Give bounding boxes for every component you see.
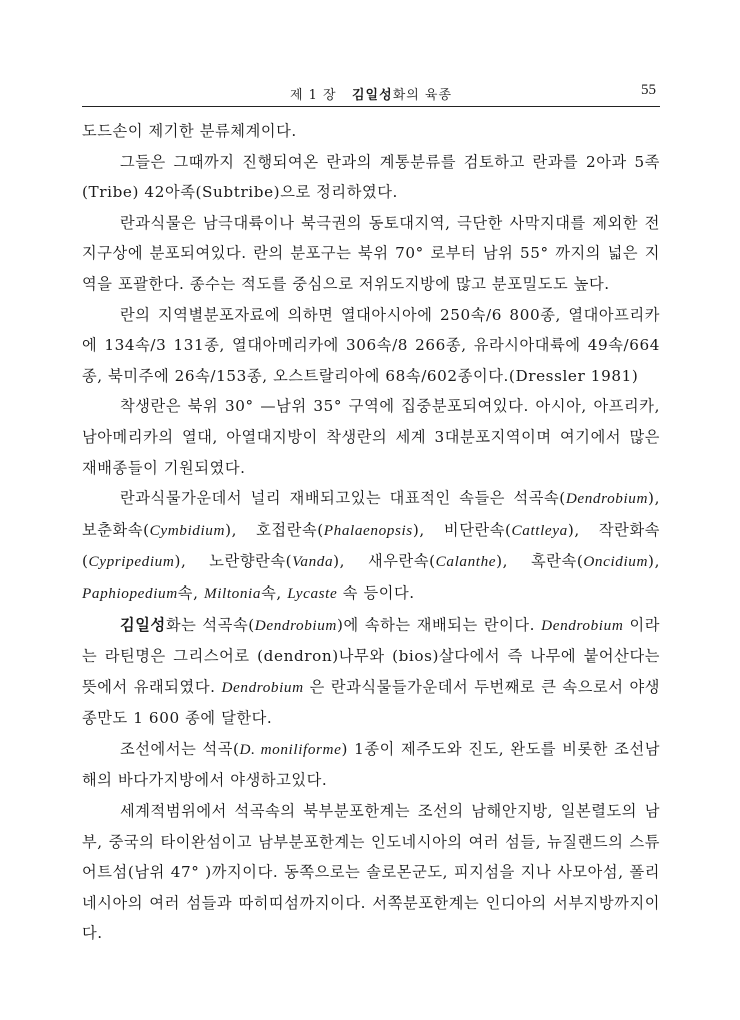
latin-name: Phalaenopsis xyxy=(323,521,413,539)
latin-name: Vanda xyxy=(292,553,334,571)
page-number: 55 xyxy=(641,82,656,98)
latin-name: Dendrobium xyxy=(254,616,337,634)
text-run: ), 노란향란속( xyxy=(174,552,293,571)
paragraph-8: 세계적범위에서 석곡속의 북부분포한계는 조선의 남해안지방, 일본렬도의 남부, 중국의 타이완섬이고 남부분포한계는 인도네시아의 여러 섬들, 뉴질랜드의 스튜어트섬(남위 47° )까지이다. 동쪽으로는 솔로몬군도, 피지섬을 지나 사모아섬, 폴리네시아의 여러 섬들과 따히띠섬까지이다. 서쪽분포한계는 인디아의 서부지방까지이다. xyxy=(82,802,660,943)
text-run: ), xyxy=(648,552,660,571)
latin-name: Cypripedium xyxy=(88,553,175,571)
latin-name: Cymbidium xyxy=(149,521,226,539)
text-run: ) 1종이 제주도와 진도, 완도를 비롯한 조선남해의 바다가지방에서 야생하고있다. xyxy=(82,739,660,790)
text-run: ), 작란화속( xyxy=(82,520,660,571)
text-run: 속, xyxy=(261,583,288,602)
paragraph-6 xyxy=(82,610,660,734)
text-run: 속 등이다. xyxy=(337,583,415,602)
chapter-label: 제 1 장 xyxy=(289,88,337,103)
text-run: 화는 석곡속( xyxy=(165,615,255,634)
latin-name: Cattleya xyxy=(511,521,568,539)
leader-name: 김일성 xyxy=(352,88,393,103)
latin-name: Dendrobium xyxy=(541,616,624,634)
paragraph-0: 도드손이 제기한 분류체계이다. xyxy=(82,122,297,140)
text-run: ), 보춘화속( xyxy=(82,489,660,539)
paragraph-1: 그들은 그때까지 진행되여온 란과의 계통분류를 검토하고 란과를 2아과 5족(Tribe) 42아족(Subtribe)으로 정리하였다. xyxy=(82,152,660,202)
text-run: ), 혹란속( xyxy=(496,552,584,571)
latin-name: Dendrobium xyxy=(221,678,304,696)
paragraph-2: 란과식물은 남극대륙이나 북극권의 동토대지역, 극단한 사막지대를 제외한 전 지구상에 분포되여있다. 란의 분포구는 북위 70° 로부터 남위 55° 까지의 넓은 지역을 포괄한다. 종수는 적도를 중심으로 저위도지방에 많고 분포밀도도 높다. xyxy=(82,213,660,293)
text-run: 이라는 라틴명은 그리스어로 (dendron)나무와 (bios)살다에서 즉 나무에 붙어산다는 뜻에서 유래되였다. xyxy=(82,615,660,696)
page-header xyxy=(82,80,660,107)
latin-name: Miltonia xyxy=(203,584,262,602)
paragraph-3: 란의 지역별분포자료에 의하면 열대아시아에 250속/6 800종, 열대아프리카에 134속/3 131종, 열대아메리카에 306속/8 266종, 유라시아대륙에 49속/664종, 북미주에 26속/153종, 오스트랄리아에 68속/602종이다.(Dressler 1981) xyxy=(82,305,660,385)
latin-name: Lycaste xyxy=(287,584,338,602)
paragraph-4: 착생란은 북위 30° —남위 35° 구역에 집중분포되여있다. 아시아, 아프리카, 남아메리카의 열대, 아열대지방이 착생란의 세계 3대분포지역이며 여기에서 많은 재배종들이 기원되였다. xyxy=(82,397,660,477)
emphasized-name: 김일성 xyxy=(120,615,166,634)
latin-name: Dendrobium xyxy=(565,490,649,508)
text-run: 속, xyxy=(177,583,204,602)
text-run: ), 호접란속( xyxy=(225,520,324,539)
text-run: ), 새우란속( xyxy=(333,552,436,571)
text-run: )에 속하는 재배되는 란이다. xyxy=(337,615,542,634)
running-title: 화의 육종 xyxy=(392,88,453,103)
text-run: 란과식물가운데서 널리 재배되고있는 대표적인 속들은 석곡속( xyxy=(120,489,566,508)
body-text xyxy=(82,116,660,949)
latin-name: Paphiopedium xyxy=(82,584,178,602)
paragraph-5 xyxy=(82,483,660,609)
latin-name: Calanthe xyxy=(435,553,497,571)
latin-name: Oncidium xyxy=(583,553,649,571)
text-run: ), 비단란속( xyxy=(412,520,512,539)
text-run: 조선에서는 석곡( xyxy=(120,739,240,758)
text-run: 은 란과식물들가운데서 두번째로 큰 속으로서 야생종만도 1 600 종에 달한다. xyxy=(82,677,660,728)
paragraph-7 xyxy=(82,734,660,796)
latin-name: D. moniliforme xyxy=(239,740,342,758)
running-head xyxy=(82,84,660,103)
